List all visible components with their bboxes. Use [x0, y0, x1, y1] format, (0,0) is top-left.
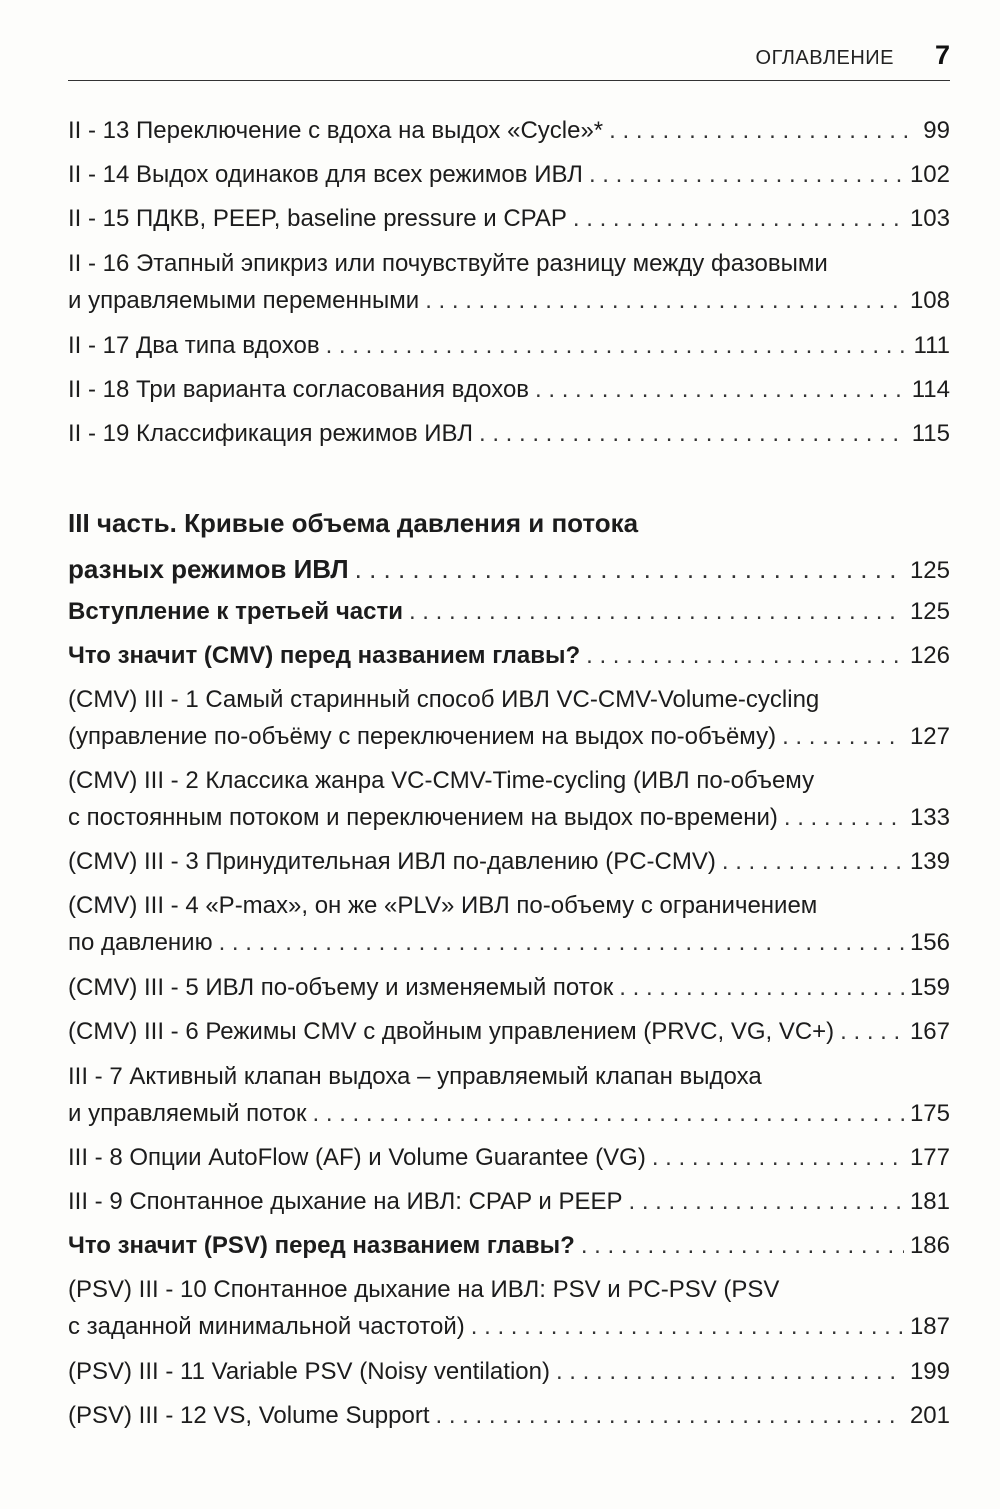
- toc-entry-page: 99: [923, 117, 950, 144]
- toc-entry-page: 126: [909, 642, 950, 669]
- dot-leader: [652, 1143, 904, 1173]
- dot-leader: [609, 116, 917, 146]
- dot-leader: [628, 1187, 903, 1217]
- toc-entry-title: Вступление к третьей части: [68, 598, 403, 625]
- toc-entry-page: 167: [909, 1018, 950, 1045]
- toc-entry-title: III - 8 Опции AutoFlow (AF) и Volume Guarantee (VG): [68, 1144, 646, 1171]
- toc-entry-title: III - 9 Спонтанное дыхание на ИВЛ: CPAP и PEEP: [68, 1188, 623, 1215]
- toc-entry-title: по давлению: [68, 929, 213, 956]
- toc-entry-ii-17[interactable]: [68, 331, 950, 361]
- toc-entry-ii-19[interactable]: [68, 419, 950, 449]
- page-header: [68, 40, 950, 81]
- dot-leader: [326, 331, 908, 361]
- toc-entry-title-line1: (PSV) III - 10 Спонтанное дыхание на ИВЛ: PSV и PC-PSV (PSV: [68, 1276, 780, 1303]
- toc-entry-page: 127: [909, 723, 950, 750]
- toc-entry-page: 156: [909, 929, 950, 956]
- toc-entry-intro-part-iii[interactable]: [68, 597, 950, 627]
- toc-entry-ii-15[interactable]: [68, 204, 950, 234]
- toc-entry-iii-3[interactable]: [68, 847, 950, 877]
- toc-entry-title: II - 17 Два типа вдохов: [68, 332, 320, 359]
- toc-entry-title: и управляемый поток: [68, 1100, 307, 1127]
- toc-entry-title: II - 14 Выдох одинаков для всех режимов ИВЛ: [68, 161, 583, 188]
- toc-entry-iii-5[interactable]: [68, 973, 950, 1003]
- dot-leader: [219, 928, 904, 958]
- dot-leader: [573, 204, 904, 234]
- toc-entry-page: 103: [909, 205, 950, 232]
- toc-entry-title: II - 18 Три варианта согласования вдохов: [68, 376, 530, 403]
- toc-entry-page: 187: [909, 1313, 950, 1340]
- toc-entry-iii-7[interactable]: [68, 1062, 950, 1129]
- dot-leader: [782, 722, 904, 752]
- toc-entry-title-line1: III - 7 Активный клапан выдоха – управляемый клапан выдоха: [68, 1063, 762, 1090]
- toc-section-part-iii[interactable]: [68, 506, 950, 588]
- toc-entry-title: II - 15 ПДКВ, PEEP, baseline pressure и CPAP: [68, 205, 567, 232]
- toc-entry-title-line1: (CMV) III - 1 Самый старинный способ ИВЛ VC-CMV-Volume-cycling: [68, 686, 820, 713]
- dot-leader: [409, 597, 904, 627]
- section-title: разных режимов ИВЛ: [68, 554, 349, 584]
- dot-leader: [355, 552, 904, 586]
- dot-leader: [840, 1017, 904, 1047]
- dot-leader: [425, 286, 904, 316]
- toc-entry-iii-10[interactable]: [68, 1275, 950, 1342]
- dot-leader: [619, 973, 904, 1003]
- toc-entry-page: 175: [909, 1100, 950, 1127]
- toc-entry-ii-14[interactable]: [68, 160, 950, 190]
- toc-entry-ii-13[interactable]: [68, 116, 950, 146]
- toc-entry-page: 133: [909, 804, 950, 831]
- toc-entry-page: 181: [909, 1188, 950, 1215]
- toc-entry-title: (CMV) III - 6 Режимы CMV с двойным управлением (PRVC, VG, VC+): [68, 1018, 835, 1045]
- dot-leader: [535, 375, 906, 405]
- toc-entry-title: II - 13 Переключение с вдоха на выдох «Cycle»*: [68, 117, 604, 144]
- toc-entry-page: 139: [909, 848, 950, 875]
- toc-entry-page: 111: [913, 332, 950, 359]
- toc-entry-ii-16[interactable]: [68, 249, 950, 316]
- toc-entry-page: 102: [909, 161, 950, 188]
- toc-entry-page: 108: [909, 287, 950, 314]
- toc-entry-title-line1: II - 16 Этапный эпикриз или почувствуйте разницу между фазовыми: [68, 250, 828, 277]
- toc-entry-ii-18[interactable]: [68, 375, 950, 405]
- toc-entry-what-is-cmv[interactable]: [68, 641, 950, 671]
- toc-entry-iii-11[interactable]: [68, 1357, 950, 1387]
- toc-entry-page: 125: [909, 557, 950, 584]
- toc-entry-title: Что значит (PSV) перед названием главы?: [68, 1232, 575, 1259]
- toc-entry-iii-4[interactable]: [68, 891, 950, 958]
- dot-leader: [586, 641, 904, 671]
- toc-entry-iii-1[interactable]: [68, 685, 950, 752]
- toc-entry-page: 115: [911, 420, 950, 447]
- dot-leader: [581, 1231, 904, 1261]
- dot-leader: [722, 847, 904, 877]
- toc-entry-what-is-psv[interactable]: [68, 1231, 950, 1261]
- toc-entry-iii-9[interactable]: [68, 1187, 950, 1217]
- toc-entry-page: 125: [909, 598, 950, 625]
- toc-entry-iii-8[interactable]: [68, 1143, 950, 1173]
- toc-entry-page: 114: [911, 376, 950, 403]
- toc-entry-title: (CMV) III - 3 Принудительная ИВЛ по-давлению (PC-CMV): [68, 848, 716, 875]
- toc-entry-title: с заданной минимальной частотой): [68, 1313, 465, 1340]
- toc-entry-title: с постоянным потоком и переключением на выдох по-времени): [68, 804, 778, 831]
- dot-leader: [556, 1357, 904, 1387]
- toc-entry-page: 159: [909, 974, 950, 1001]
- dot-leader: [471, 1312, 904, 1342]
- dot-leader: [784, 803, 904, 833]
- toc-entry-iii-12[interactable]: [68, 1401, 950, 1431]
- toc-entry-title: (управление по-объёму с переключением на выдох по-объёму): [68, 723, 777, 750]
- dot-leader: [479, 419, 906, 449]
- toc-entry-title-line1: (CMV) III - 2 Классика жанра VC-CMV-Time-cycling (ИВЛ по-объему: [68, 767, 815, 794]
- page-number: 7: [934, 40, 950, 70]
- toc-entry-page: 186: [909, 1232, 950, 1259]
- toc-entry-iii-6[interactable]: [68, 1017, 950, 1047]
- toc-entry-title: и управляемыми переменными: [68, 287, 420, 314]
- toc-entry-title: II - 19 Классификация режимов ИВЛ: [68, 420, 473, 447]
- section-title-line1: III часть. Кривые объема давления и потока: [68, 508, 639, 538]
- toc-entry-page: 177: [909, 1144, 950, 1171]
- toc-entry-page: 199: [909, 1358, 950, 1385]
- toc-entry-title: (PSV) III - 11 Variable PSV (Noisy ventilation): [68, 1358, 550, 1385]
- dot-leader: [589, 160, 904, 190]
- toc-entry-title: (CMV) III - 5 ИВЛ по-объему и изменяемый поток: [68, 974, 614, 1001]
- dot-leader: [313, 1099, 904, 1129]
- toc-entry-title: (PSV) III - 12 VS, Volume Support: [68, 1402, 430, 1429]
- dot-leader: [436, 1401, 904, 1431]
- toc-entry-iii-2[interactable]: [68, 766, 950, 833]
- toc-entry-title: Что значит (CMV) перед названием главы?: [68, 642, 581, 669]
- toc-entry-title-line1: (CMV) III - 4 «P-max», он же «PLV» ИВЛ по-объему с ограничением: [68, 892, 818, 919]
- toc-entry-page: 201: [909, 1402, 950, 1429]
- running-title: ОГЛАВЛЕНИЕ: [755, 47, 894, 69]
